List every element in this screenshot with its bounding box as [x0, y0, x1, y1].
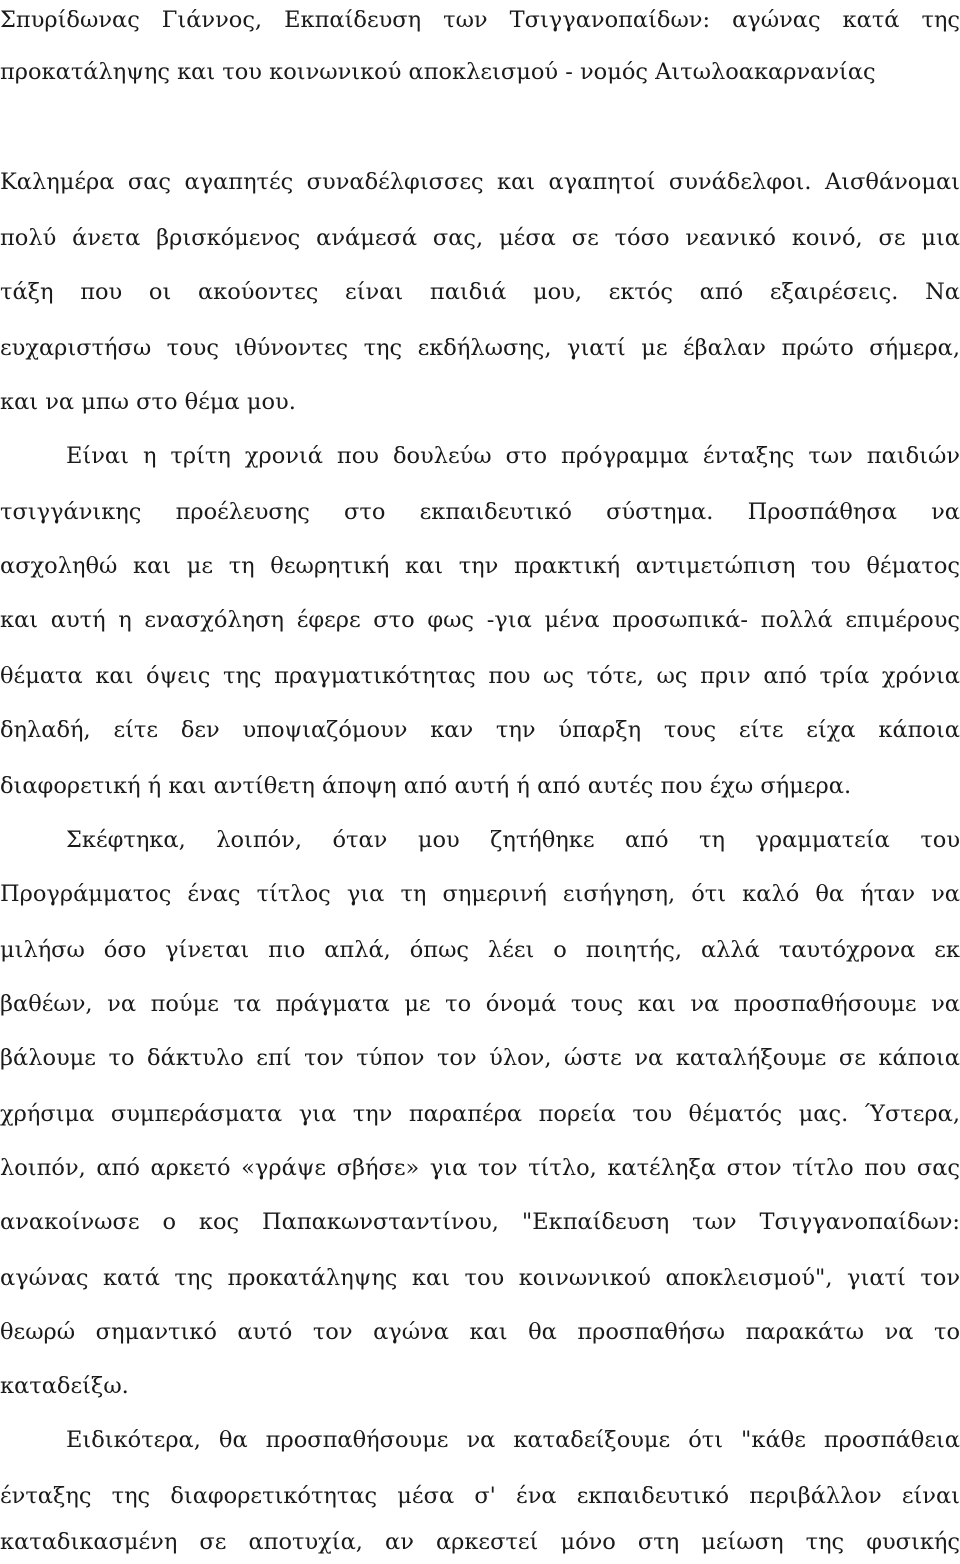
paragraph-4-line-2: ένταξης της διαφορετικότητας μέσα σ' ένα εκπαιδευτικό περιβάλλον είναι: [0, 1483, 960, 1509]
paragraph-1-line-1: Καλημέρα σας αγαπητές συναδέλφισσες και αγαπητοί συνάδελφοι. Αισθάνομαι: [0, 169, 960, 195]
paragraph-1-line-4: ευχαριστήσω τους ιθύνοντες της εκδήλωσης, γιατί με έβαλαν πρώτο σήμερα,: [0, 335, 960, 361]
paragraph-4-line-3: καταδικασμένη σε αποτυχία, αν αρκεστεί μόνο στη μείωση της φυσικής: [0, 1529, 960, 1555]
paragraph-2-line-7: διαφορετική ή και αντίθετη άποψη από αυτή ή από αυτές που έχω σήμερα.: [0, 773, 852, 799]
paragraph-3-line-5: βάλουμε το δάκτυλο επί τον τύπον τον ύλον, ώστε να καταλήξουμε σε κάποια: [0, 1045, 960, 1071]
paragraph-2-line-6: δηλαδή, είτε δεν υποψιαζόμουν καν την ύπαρξη τους είτε είχα κάποια: [0, 717, 960, 743]
paragraph-4-line-1: Ειδικότερα, θα προσπαθήσουμε να καταδείξουμε ότι "κάθε προσπάθεια: [66, 1427, 960, 1453]
document-title-line-2: προκατάληψης και του κοινωνικού αποκλεισμού - νομός Αιτωλοακαρνανίας: [0, 59, 876, 85]
paragraph-2-line-1: Είναι η τρίτη χρονιά που δουλεύω στο πρόγραμμα ένταξης των παιδιών: [66, 443, 960, 469]
paragraph-3-line-2: Προγράμματος ένας τίτλος για τη σημερινή εισήγηση, ότι καλό θα ήταν να: [0, 881, 960, 907]
paragraph-1-line-3: τάξη που οι ακούοντες είναι παιδιά μου, εκτός από εξαιρέσεις. Να: [0, 279, 960, 305]
paragraph-3-line-8: ανακοίνωσε ο κος Παπακωνσταντίνου, "Εκπαίδευση των Τσιγγανοπαίδων:: [0, 1209, 960, 1235]
paragraph-3-line-10: θεωρώ σημαντικό αυτό τον αγώνα και θα προσπαθήσω παρακάτω να το: [0, 1319, 960, 1345]
paragraph-2-line-3: ασχοληθώ και με τη θεωρητική και την πρακτική αντιμετώπιση του θέματος: [0, 553, 960, 579]
paragraph-3-line-1: Σκέφτηκα, λοιπόν, όταν μου ζητήθηκε από τη γραμματεία του: [66, 827, 960, 853]
paragraph-3-line-9: αγώνας κατά της προκατάληψης και του κοινωνικού αποκλεισμού", γιατί τον: [0, 1265, 960, 1291]
paragraph-1-line-5: και να μπω στο θέμα μου.: [0, 389, 296, 415]
paragraph-3-line-7: λοιπόν, από αρκετό «γράψε σβήσε» για τον τίτλο, κατέληξα στον τίτλο που σας: [0, 1155, 960, 1181]
paragraph-3-line-4: βαθέων, να πούμε τα πράγματα με το όνομά τους και να προσπαθήσουμε να: [0, 991, 960, 1017]
document-title-line-1: Σπυρίδωνας Γιάννος, Εκπαίδευση των Τσιγγανοπαίδων: αγώνας κατά της: [0, 7, 960, 33]
paragraph-2-line-4: και αυτή η ενασχόληση έφερε στο φως -για μένα προσωπικά- πολλά επιμέρους: [0, 607, 960, 633]
paragraph-3-line-3: μιλήσω όσο γίνεται πιο απλά, όπως λέει ο ποιητής, αλλά ταυτόχρονα εκ: [0, 937, 960, 963]
paragraph-3-line-6: χρήσιμα συμπεράσματα για την παραπέρα πορεία του θέματός μας. Ύστερα,: [0, 1101, 960, 1127]
paragraph-2-line-5: θέματα και όψεις της πραγματικότητας που ως τότε, ως πριν από τρία χρόνια: [0, 663, 960, 689]
paragraph-2-line-2: τσιγγάνικης προέλευσης στο εκπαιδευτικό σύστημα. Προσπάθησα να: [0, 499, 960, 525]
paragraph-3-line-11: καταδείξω.: [0, 1373, 129, 1399]
paragraph-1-line-2: πολύ άνετα βρισκόμενος ανάμεσά σας, μέσα σε τόσο νεανικό κοινό, σε μια: [0, 225, 960, 251]
